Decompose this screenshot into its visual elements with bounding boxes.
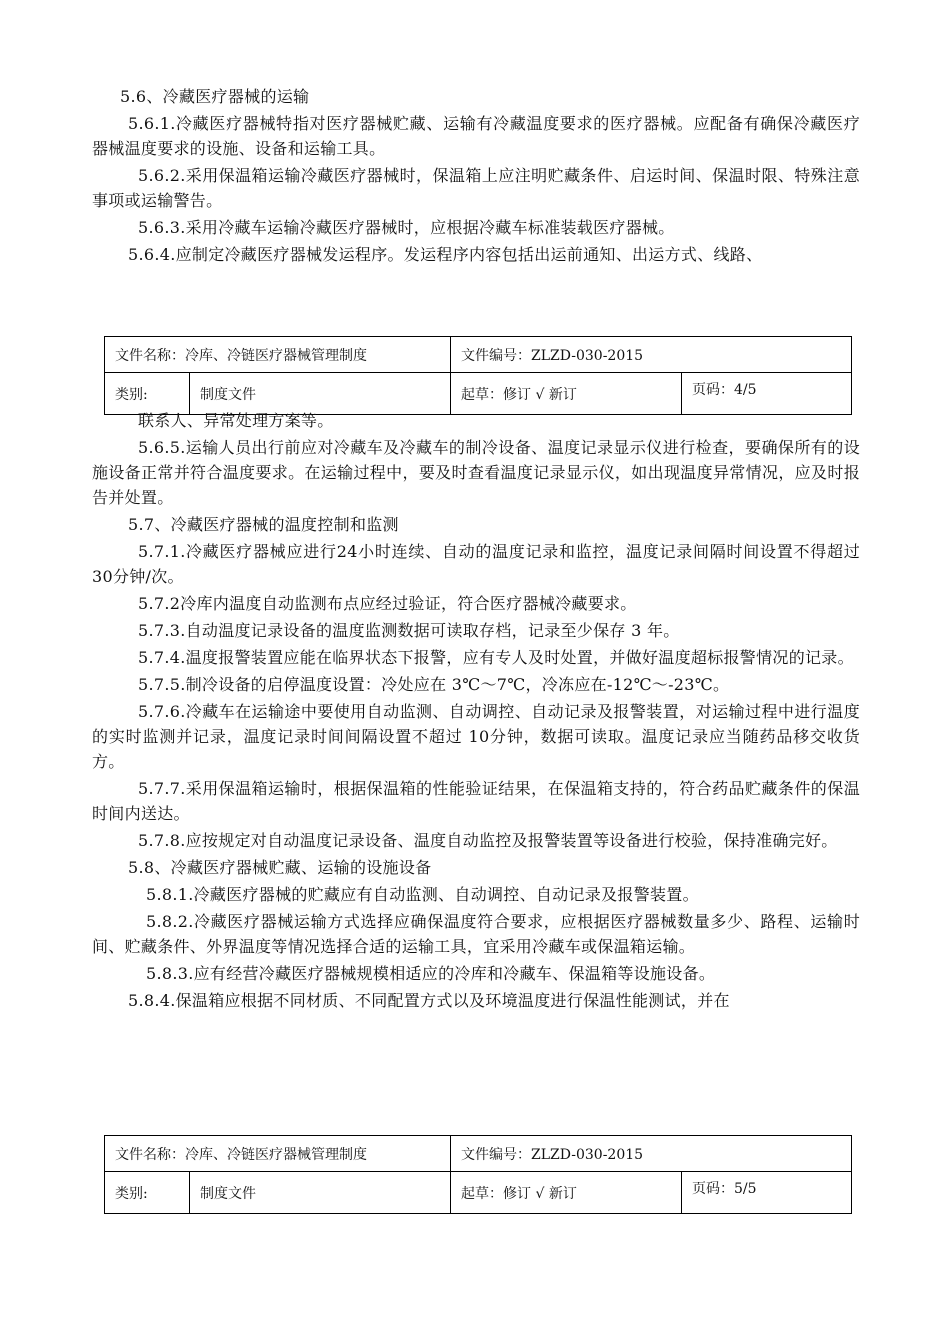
document-header-table	[104, 336, 852, 415]
doc-number-cell: 文件编号：ZLZD-030-2015	[451, 337, 852, 373]
paragraph: 5.7、冷藏医疗器械的温度控制和监测	[128, 515, 399, 534]
category-value-cell: 制度文件	[190, 1172, 451, 1214]
category-label-cell: 类别:	[105, 373, 190, 415]
paragraph: 5.7.3.自动温度记录设备的温度监测数据可读取存档，记录至少保存 3 年。	[138, 621, 680, 640]
paragraph: 5.7.5.制冷设备的启停温度设置：冷处应在 3℃～7℃，冷冻应在-12℃～-23℃。	[138, 675, 730, 694]
paragraph: 5.8.4.保温箱应根据不同材质、不同配置方式以及环境温度进行保温性能测试，并在	[128, 991, 730, 1010]
paragraph: 5.7.1.冷藏医疗器械应进行24小时连续、自动的温度记录和监控，温度记录间隔时间设置不得超过 30分钟/次。	[92, 542, 860, 586]
paragraph: 5.6.1.冷藏医疗器械特指对医疗器械贮藏、运输有冷藏温度要求的医疗器械。应配备有确保冷藏医疗器械温度要求的设施、设备和运输工具。	[92, 114, 860, 158]
paragraph: 5.6.4.应制定冷藏医疗器械发运程序。发运程序内容包括出运前通知、出运方式、线路、	[128, 245, 763, 264]
paragraph: 5.7.6.冷藏车在运输途中要使用自动监测、自动调控、自动记录及报警装置，对运输过程中进行温度的实时监测并记录，温度记录时间间隔设置不超过 10分钟，数据可读取。温度记录应当随药品移交收货方。	[92, 702, 860, 771]
doc-number-cell: 文件编号：ZLZD-030-2015	[451, 1136, 852, 1172]
paragraph: 5.7.7.采用保温箱运输时，根据保温箱的性能验证结果，在保温箱支持的，符合药品贮藏条件的保温时间内送达。	[92, 779, 860, 823]
paragraph: 5.6.3.采用冷藏车运输冷藏医疗器械时，应根据冷藏车标准装载医疗器械。	[138, 218, 675, 237]
paragraph: 5.8.3.应有经营冷藏医疗器械规模相适应的冷库和冷藏车、保温箱等设施设备。	[146, 964, 716, 983]
paragraph: 5.7.4.温度报警装置应能在临界状态下报警，应有专人及时处置，并做好温度超标报警情况的记录。	[138, 648, 854, 667]
doc-name-cell: 文件名称：冷库、冷链医疗器械管理制度	[105, 1136, 451, 1172]
paragraph: 5.8.2.冷藏医疗器械运输方式选择应确保温度符合要求，应根据医疗器械数量多少、路程、运输时间、贮藏条件、外界温度等情况选择合适的运输工具，宜采用冷藏车或保温箱运输。	[92, 912, 860, 956]
page-number-cell: 页码：5/5	[682, 1172, 852, 1214]
page-number-cell: 页码：4/5	[682, 373, 852, 415]
paragraph: 5.6、冷藏医疗器械的运输	[120, 87, 310, 106]
paragraph: 5.6.2.采用保温箱运输冷藏医疗器械时，保温箱上应注明贮藏条件、启运时间、保温时限、特殊注意事项或运输警告。	[92, 166, 860, 210]
paragraph: 5.6.5.运输人员出行前应对冷藏车及冷藏车的制冷设备、温度记录显示仪进行检查，要确保所有的设施设备正常并符合温度要求。在运输过程中，要及时查看温度记录显示仪，如出现温度异常情况，应及时报告并处置。	[92, 438, 860, 507]
paragraph: 5.7.2冷库内温度自动监测布点应经过验证，符合医疗器械冷藏要求。	[138, 594, 637, 613]
category-value-cell: 制度文件	[190, 373, 451, 415]
paragraph: 联系人、异常处理方案等。	[138, 411, 334, 430]
draft-status-cell: 起草：修订 √ 新订	[451, 373, 682, 415]
paragraph: 5.8.1.冷藏医疗器械的贮藏应有自动监测、自动调控、自动记录及报警装置。	[146, 885, 699, 904]
doc-name-cell: 文件名称：冷库、冷链医疗器械管理制度	[105, 337, 451, 373]
paragraph: 5.7.8.应按规定对自动温度记录设备、温度自动监控及报警装置等设备进行校验，保持准确完好。	[138, 831, 838, 850]
paragraph: 5.8、冷藏医疗器械贮藏、运输的设施设备	[128, 858, 432, 877]
document-header-table-2	[104, 1135, 852, 1214]
draft-status-cell: 起草：修订 √ 新订	[451, 1172, 682, 1214]
category-label-cell: 类别:	[105, 1172, 190, 1214]
